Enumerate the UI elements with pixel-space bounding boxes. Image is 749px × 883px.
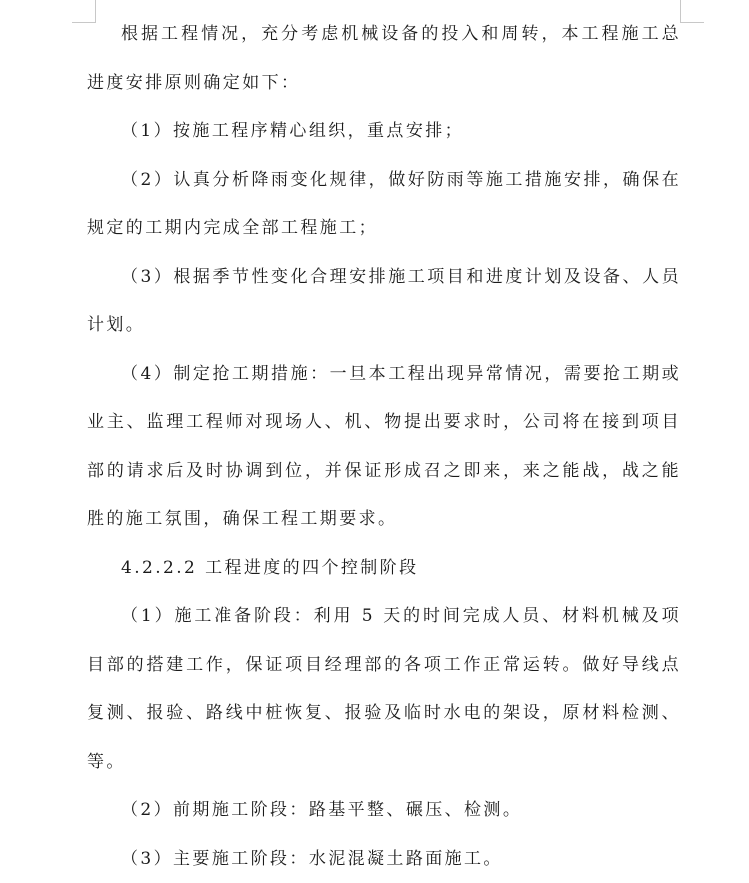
document-body — [87, 10, 681, 883]
paragraph-principle-1: （1）按施工程序精心组织，重点安排； — [87, 107, 681, 156]
crop-mark-top-right-horizontal — [680, 22, 704, 23]
section-heading: 4.2.2.2 工程进度的四个控制阶段 — [87, 544, 681, 593]
paragraph-principle-3: （3）根据季节性变化合理安排施工项目和进度计划及设备、人员计划。 — [87, 253, 681, 350]
paragraph-stage-1: （1）施工准备阶段：利用 5 天的时间完成人员、材料机械及项目部的搭建工作，保证项目经理部的各项工作正常运转。做好导线点复测、报验、路线中桩恢复、报验及临时水电的架设，原材料检测、等。 — [87, 592, 681, 786]
paragraph-principle-4: （4）制定抢工期措施：一旦本工程出现异常情况，需要抢工期或业主、监理工程师对现场人、机、物提出要求时，公司将在接到项目部的请求后及时协调到位，并保证形成召之即来，来之能战，战之能胜的施工氛围，确保工程工期要求。 — [87, 350, 681, 544]
paragraph-stage-2: （2）前期施工阶段：路基平整、碾压、检测。 — [87, 786, 681, 835]
paragraph-principle-2: （2）认真分析降雨变化规律，做好防雨等施工措施安排，确保在规定的工期内完成全部工程施工； — [87, 156, 681, 253]
paragraph-stage-3: （3）主要施工阶段：水泥混凝土路面施工。 — [87, 835, 681, 883]
paragraph-schedule-principle: 根据工程情况，充分考虑机械设备的投入和周转，本工程施工总进度安排原则确定如下： — [87, 10, 681, 107]
